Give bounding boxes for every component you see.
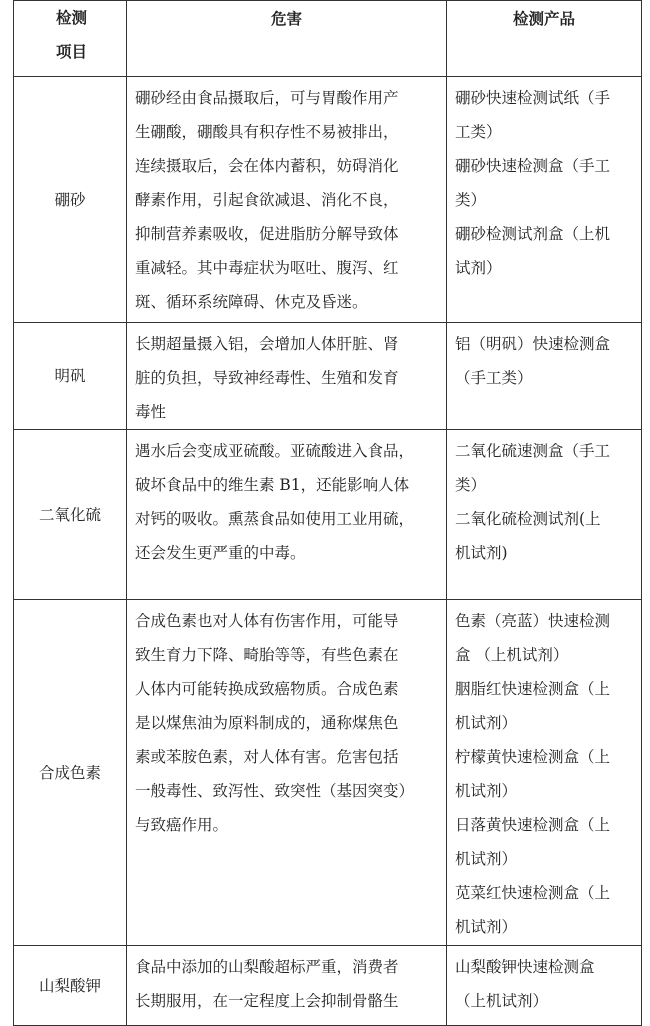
cell-product: [447, 77, 642, 323]
harm-line: 破坏食品中的维生素 B1，还能影响人体: [135, 476, 410, 494]
harm-line: 斑、循环系统障碍、休克及昏迷。: [135, 293, 368, 311]
harm-line: 是以煤焦油为原料制成的，通称煤焦色: [135, 714, 399, 732]
cell-harm: [127, 946, 447, 1026]
cell-item: 合成色素: [14, 600, 127, 946]
harm-line: 还会发生更严重的中毒。: [135, 544, 306, 562]
cell-harm: [127, 430, 447, 600]
product-line: 硼砂快速检测盒（手工: [455, 157, 611, 175]
product-line: 二氧化硫速测盒（手工: [455, 442, 611, 460]
product-line: 胭脂红快速检测盒（上: [455, 680, 611, 698]
harm-line: 遇水后会变成亚硫酸。亚硫酸进入食品，: [135, 442, 415, 460]
table-row: [14, 600, 642, 946]
harm-line: 重减轻。其中毒症状为呕吐、腹泻、红: [135, 259, 399, 277]
product-line: 机试剂）: [455, 918, 518, 936]
cell-product: [447, 946, 642, 1026]
product-line: （上机试剂）: [455, 992, 549, 1010]
harm-line: 致生育力下降、畸胎等等，有些色素在: [135, 646, 399, 664]
header-product: 检测产品: [447, 1, 642, 77]
product-line: 工类）: [455, 123, 502, 141]
product-line: 机试剂）: [455, 714, 518, 732]
product-line: 类）: [455, 191, 487, 209]
table-row: [14, 430, 642, 600]
product-line: （手工类）: [455, 369, 533, 387]
harm-line: 长期超量摄入铝，会增加人体肝脏、肾: [135, 335, 399, 353]
cell-product: [447, 323, 642, 430]
harm-line: 一般毒性、致泻性、致突性（基因突变）: [135, 782, 415, 800]
cell-product: [447, 430, 642, 600]
product-line: 色素（亮蓝）快速检测: [455, 612, 611, 630]
cell-item: 硼砂: [14, 77, 127, 323]
header-item-line2: 项目: [56, 43, 88, 61]
harm-line: 抑制营养素吸收，促进脂肪分解导致体: [135, 225, 399, 243]
cell-item: 明矾: [14, 323, 127, 430]
cell-item: 山梨酸钾: [14, 946, 127, 1026]
product-line: 柠檬黄快速检测盒（上: [455, 748, 611, 766]
harm-line: 素或苯胺色素，对人体有害。危害包括: [135, 748, 399, 766]
table-body: [14, 77, 642, 1026]
harm-line: 连续摄取后，会在体内蓄积，妨碍消化: [135, 157, 399, 175]
cell-item: 二氧化硫: [14, 430, 127, 600]
header-item: [14, 1, 127, 77]
table-row: [14, 77, 642, 323]
product-line: 硼砂快速检测试纸（手: [455, 89, 611, 107]
product-line: 盒 （上机试剂）: [455, 646, 569, 664]
cell-harm: [127, 323, 447, 430]
product-line: 二氧化硫检测试剂(上: [455, 510, 601, 528]
detection-table: [13, 0, 642, 1026]
product-line: 日落黄快速检测盒（上: [455, 816, 611, 834]
harm-line: 长期服用，在一定程度上会抑制骨骼生: [135, 992, 399, 1010]
product-line: 硼砂检测试剂盒（上机: [455, 225, 611, 243]
harm-line: 合成色素也对人体有伤害作用，可能导: [135, 612, 399, 630]
cell-harm: [127, 600, 447, 946]
header-item-line1: 检测: [56, 9, 88, 27]
harm-line: 酵素作用，引起食欲减退、消化不良，: [135, 191, 399, 209]
product-line: 机试剂): [455, 544, 508, 562]
product-line: 类）: [455, 476, 487, 494]
product-line: 苋菜红快速检测盒（上: [455, 884, 611, 902]
harm-line: 生硼酸，硼酸具有积存性不易被排出，: [135, 123, 399, 141]
table-row: [14, 323, 642, 430]
harm-line: 毒性: [135, 403, 167, 421]
harm-line: 与致癌作用。: [135, 816, 229, 834]
product-line: 机试剂）: [455, 782, 518, 800]
harm-line: 硼砂经由食品摄取后，可与胃酸作用产: [135, 89, 399, 107]
cell-harm: [127, 77, 447, 323]
table-row: [14, 946, 642, 1026]
product-line: 山梨酸钾快速检测盒: [455, 958, 595, 976]
header-harm: 危害: [127, 1, 447, 77]
product-line: 铝（明矾）快速检测盒: [455, 335, 611, 353]
harm-line: 人体内可能转换成致癌物质。合成色素: [135, 680, 399, 698]
harm-line: 对钙的吸收。熏蒸食品如使用工业用硫，: [135, 510, 415, 528]
product-line: 机试剂）: [455, 850, 518, 868]
harm-line: 脏的负担，导致神经毒性、生殖和发育: [135, 369, 399, 387]
cell-product: [447, 600, 642, 946]
header-row: [14, 1, 642, 77]
product-line: 试剂）: [455, 259, 502, 277]
harm-line: 食品中添加的山梨酸超标严重，消费者: [135, 958, 399, 976]
